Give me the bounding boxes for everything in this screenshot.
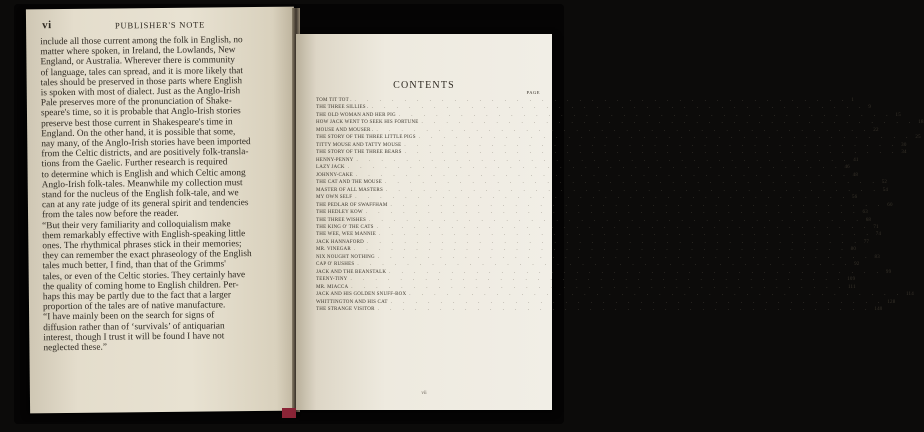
text-line: stand for the nucleus of the English folk-tale, and we bbox=[41, 188, 239, 201]
text-line: neglected these.” bbox=[43, 342, 107, 354]
toc-entry bbox=[316, 202, 893, 210]
toc-entry bbox=[316, 120, 924, 127]
toc-leader-dots: . . . . . . . . . . . . . . . . . . . . . . . . . . . . . . . . . . . . . . . . bbox=[357, 262, 852, 268]
right-page bbox=[296, 34, 924, 410]
toc-leader-dots: . . . . . . . . . . . . . . . . . . . . . . . . . . . . . . . . . . . . . . . . bbox=[385, 187, 880, 193]
toc-entry bbox=[316, 127, 879, 135]
toc-entry-page: 22 bbox=[873, 127, 879, 133]
toc-entry bbox=[316, 157, 859, 165]
text-line: speare's time, so it is probable that Anglo-Irish stories bbox=[40, 106, 241, 119]
toc-leader-dots: . . . . . . . . . . . . . . . . . . . . . . . . . . . . . . . . . . . . . . . . bbox=[356, 157, 851, 163]
toc-entry-page: 60 bbox=[887, 202, 893, 208]
toc-entry-title: THE OLD WOMAN AND HER PIG bbox=[316, 112, 396, 118]
toc-entry-title: JOHNNY-CAKE bbox=[316, 172, 353, 178]
toc-entry bbox=[316, 180, 888, 187]
toc-entry bbox=[316, 239, 870, 247]
toc-entry-page: 48 bbox=[852, 172, 859, 178]
toc-leader-dots: . . . . . . . . . . . . . . . . . . . . . . . . . . . . . . . . . . . . . . . . bbox=[404, 150, 899, 156]
toc-entry-page: 15 bbox=[895, 112, 901, 118]
toc-entry-title: THE THREE WISHES bbox=[316, 217, 366, 223]
toc-leader-dots: . . . . . . . . . . . . . . . . . . . . . . . . . . . . . . . . . . . . . . . . bbox=[389, 269, 883, 275]
text-line: nay many, of the Anglo-Irish stories have been imported bbox=[41, 137, 251, 150]
toc-leader-dots: . . . . . . . . . . . . . . . . . . . . . . . . . . . . . . . . . . . . . . . . bbox=[409, 292, 904, 298]
toc-entry-title: THE HEDLEY KOW bbox=[316, 210, 363, 216]
toc-entry bbox=[316, 195, 858, 202]
contents-title: CONTENTS bbox=[393, 80, 455, 91]
toc-leader-dots: . . . . . . . . . . . . . . . . . . . . . . . . . . . . . . . . . . . . . . . . bbox=[390, 202, 885, 208]
text-line: include all those current among the folk in English, no bbox=[40, 35, 243, 48]
text-line: tales, or even of the Celtic stories. They certainly have bbox=[42, 269, 246, 282]
toc-leader-dots: . . . . . . . . . . . . . . . . . . . . . . . . . . . . . . . . . . . . . . . . bbox=[421, 120, 916, 126]
toc-entry-title: THE STORY OF THE THREE LITTLE PIGS bbox=[316, 135, 416, 141]
toc-entry bbox=[316, 150, 907, 157]
toc-entry bbox=[316, 142, 907, 150]
spine-binding bbox=[282, 408, 296, 418]
toc-entry bbox=[316, 98, 855, 105]
toc-entry-title: MR. MIACCA bbox=[316, 284, 349, 290]
toc-entry-page: 77 bbox=[863, 239, 870, 245]
toc-entry-title: HENNY-PENNY bbox=[316, 157, 354, 163]
toc-entry bbox=[316, 210, 868, 217]
toc-entry-page: 9 bbox=[868, 105, 872, 111]
text-line: ones. The rhythmical phrases stick in their memories; bbox=[42, 239, 242, 252]
text-line: preserve best those current in Shakespeare's time in bbox=[41, 116, 233, 129]
toc-leader-dots: . . . . . . . . . . . . . . . . . . . . . . . . . . . . . . . . . . . . . . . . bbox=[347, 165, 842, 171]
toc-entry-page: 74 bbox=[875, 232, 882, 238]
toc-entry bbox=[316, 135, 921, 142]
toc-leader-dots: . . . . . . . . . . . . . . . . . . . . . . . . . . . . . . . . . . . . . . . . bbox=[376, 224, 871, 230]
toc-leader-dots: . . . . . . . . . . . . . . . . . . . . . . . . . . . . . . . . . . . . . . . . bbox=[353, 247, 848, 253]
toc-entry-page: 52 bbox=[881, 180, 888, 186]
text-line: Anglo-Irish folk-tales. Meanwhile my collection must bbox=[41, 177, 243, 191]
text-line: England, or Australia. Wherever there is community bbox=[40, 55, 235, 68]
toc-entry-page: 41 bbox=[853, 157, 859, 163]
toc-entry-title: MR. VINEGAR bbox=[316, 247, 351, 253]
toc-entry-title: TEENY-TINY bbox=[316, 277, 348, 283]
toc-entry-page: 80 bbox=[850, 247, 857, 253]
toc-entry-title: THE CAT AND THE MOUSE bbox=[316, 180, 382, 186]
publishers-note-text bbox=[40, 35, 287, 354]
toc-leader-dots: . . . . . . . . . . . . . . . . . . . . . . . . . . . . . . . . . . . . . . . . bbox=[404, 142, 899, 148]
text-line: the quality of coming home to English children. Per- bbox=[42, 280, 239, 293]
toc-entry bbox=[316, 247, 857, 254]
toc-entry bbox=[316, 217, 872, 225]
toc-entry-page: 109 bbox=[847, 277, 856, 283]
toc-entry-page: 46 bbox=[844, 165, 850, 171]
toc-leader-dots: . . . . . . . . . . . . . . . . . . . . . . . . . . . . . . . . . . . . . . . . bbox=[418, 135, 913, 141]
toc-entry bbox=[316, 112, 901, 120]
toc-entry-title: THE THREE SILLIES . bbox=[316, 105, 369, 111]
toc-entry-title: THE PEDLAR OF SWAFFHAM bbox=[316, 202, 388, 208]
toc-entry-page: 25 bbox=[915, 135, 921, 141]
text-line: England. On the other hand, it is possible that some, bbox=[41, 127, 236, 140]
toc-entry-title: THE WEE, WEE MANNIE bbox=[316, 232, 376, 238]
toc-entry-page: 83 bbox=[874, 254, 880, 260]
toc-entry-title: TOM TIT TOT . bbox=[316, 98, 352, 103]
toc-entry bbox=[316, 299, 896, 307]
toc-leader-dots: . . . . . . . . . . . . . . . . . . . . . . . . . . . . . . . . . . . . . . . . bbox=[355, 195, 849, 201]
text-line: them remarkably effective with English-speaking little bbox=[42, 228, 246, 242]
toc-leader-dots: . . . . . . . . . . . . . . . . . . . . . . . . . . . . . . . . . . . . . . . . bbox=[371, 105, 866, 111]
toc-entry-page: 18 bbox=[918, 120, 924, 126]
toc-entry bbox=[316, 269, 892, 277]
toc-entry bbox=[316, 277, 856, 284]
toc-entry bbox=[316, 262, 860, 269]
text-line: matter where spoken, in Ireland, the Lowlands, New bbox=[40, 45, 236, 58]
toc-leader-dots: . . . . . . . . . . . . . . . . . . . . . . . . . . . . . . . . . . . . . . . . bbox=[390, 299, 885, 305]
toc-entry bbox=[316, 292, 914, 299]
toc-entry-page: 114 bbox=[906, 292, 914, 298]
toc-leader-dots: . . . . . . . . . . . . . . . . . . . . . . . . . . . . . . . . . . . . . . . . bbox=[354, 98, 849, 103]
text-line: Pale preserves more of the pronunciation of Shake- bbox=[40, 96, 232, 109]
text-line: is spoken with most of dialect. Just as the Anglo-Irish bbox=[40, 86, 241, 99]
page-footer-number: vii bbox=[421, 391, 427, 396]
text-line: interest, though I trust it will be found I have not bbox=[43, 331, 225, 344]
toc-entry bbox=[316, 187, 889, 195]
toc-entry-page: 68 bbox=[865, 217, 872, 223]
toc-leader-dots: . . . . . . . . . . . . . . . . . . . . . . . . . . . . . . . . . . . . . . . . bbox=[365, 210, 860, 216]
toc-leader-dots: . . . . . . . . . . . . . . . . . . . . . . . . . . . . . . . . . . . . . . . . bbox=[350, 277, 845, 283]
left-folio: vi bbox=[41, 19, 52, 32]
page-column-label: PAGE bbox=[526, 90, 540, 95]
toc-entry-title: MY OWN SELF bbox=[316, 195, 353, 201]
toc-entry bbox=[316, 307, 883, 314]
text-line: haps this may be partly due to the fact that a larger bbox=[42, 290, 231, 303]
toc-entry-title: JACK AND HIS GOLDEN SNUFF-BOX bbox=[316, 292, 407, 298]
toc-entry-title: HOW JACK WENT TO SEEK HIS FORTUNE bbox=[316, 120, 419, 126]
toc-leader-dots: . . . . . . . . . . . . . . . . . . . . . . . . . . . . . . . . . . . . . . . . bbox=[376, 127, 871, 133]
toc-entry-page: 111 bbox=[848, 284, 856, 290]
toc-entry-page: 56 bbox=[851, 195, 858, 201]
text-line: to determine which is English and which Celtic among bbox=[41, 167, 246, 180]
text-line: tales should be preserved in those parts where English bbox=[40, 75, 243, 89]
toc-entry-title: LAZY JACK bbox=[316, 165, 345, 171]
toc-entry-page: 54 bbox=[882, 187, 889, 193]
toc-entry-title: WHITTINGTON AND HIS CAT bbox=[316, 299, 388, 305]
toc-entry-page: 92 bbox=[854, 262, 860, 268]
toc-entry-page: 34 bbox=[901, 150, 907, 156]
toc-leader-dots: . . . . . . . . . . . . . . . . . . . . . . . . . . . . . . . . . . . . . . . . bbox=[366, 239, 861, 245]
toc-entry-page: 140 bbox=[874, 307, 883, 313]
toc-entry bbox=[316, 224, 879, 232]
toc-entry-page: 30 bbox=[901, 142, 907, 148]
toc-leader-dots: . . . . . . . . . . . . . . . . . . . . . . . . . . . . . . . . . . . . . . . . bbox=[379, 232, 873, 238]
text-line: they can remember the exact phraseology of the English bbox=[42, 249, 252, 262]
toc-leader-dots: . . . . . . . . . . . . . . . . . . . . . . . . . . . . . . . . . . . . . . . . bbox=[377, 254, 872, 260]
running-head: PUBLISHER'S NOTE bbox=[114, 19, 206, 31]
toc-entry bbox=[316, 254, 880, 262]
toc-entry bbox=[316, 165, 850, 172]
toc-entry-title: THE KING O' THE CATS bbox=[316, 224, 374, 230]
text-line: “I have mainly been on the search for signs of bbox=[43, 310, 215, 323]
text-line: tions from the Gaelic. Further research is required bbox=[41, 157, 228, 170]
toc-entry-title: JACK HANNAFORD bbox=[316, 239, 364, 245]
toc-entry bbox=[316, 232, 882, 239]
text-line: diffusion rather than of ‘survivals’ of antiquarian bbox=[43, 321, 225, 333]
text-line: proportion of the tales are of native manufacture. bbox=[42, 300, 226, 313]
toc-entry bbox=[316, 105, 872, 112]
toc-entry bbox=[316, 172, 859, 180]
text-line: “But their very familiarity and colloquialism make bbox=[42, 218, 231, 231]
toc-leader-dots: . . . . . . . . . . . . . . . . . . . . . . . . . . . . . . . . . . . . . . . . bbox=[384, 180, 879, 186]
left-page bbox=[26, 7, 298, 414]
text-line: of language, tales can spread, and it is more likely that bbox=[40, 65, 244, 78]
toc-entry-title: NIX NOUGHT NOTHING bbox=[316, 254, 375, 260]
toc-entry-page: 63 bbox=[862, 210, 868, 216]
toc-leader-dots: . . . . . . . . . . . . . . . . . . . . . . . . . . . . . . . . . . . . . . . . bbox=[368, 217, 863, 223]
table-of-contents bbox=[316, 98, 924, 315]
text-line: tales much better, I find, than that of the Grimms' bbox=[42, 259, 226, 272]
text-line: from the tales now before the reader. bbox=[42, 209, 179, 221]
text-line: from the Celtic districts, and are positively folk-transla- bbox=[41, 147, 249, 160]
text-line: can at any rate judge of its general spirit and tendencies bbox=[41, 198, 249, 211]
toc-entry-page: 71 bbox=[873, 224, 879, 230]
toc-entry-title: MOUSE AND MOUSER . bbox=[316, 127, 374, 133]
toc-entry-title: CAP O' RUSHES bbox=[316, 262, 355, 268]
toc-entry bbox=[316, 284, 856, 292]
toc-entry-page: 128 bbox=[887, 299, 896, 305]
toc-leader-dots: . . . . . . . . . . . . . . . . . . . . . . . . . . . . . . . . . . . . . . . . bbox=[377, 307, 872, 313]
toc-entry-title: THE STORY OF THE THREE BEARS bbox=[316, 150, 402, 156]
toc-entry-title: JACK AND THE BEANSTALK bbox=[316, 269, 387, 275]
toc-entry-page: 99 bbox=[885, 269, 892, 275]
toc-entry-page: 1 bbox=[851, 98, 855, 103]
toc-leader-dots: . . . . . . . . . . . . . . . . . . . . . . . . . . . . . . . . . . . . . . . . bbox=[351, 284, 846, 290]
toc-entry-title: MASTER OF ALL MASTERS bbox=[316, 187, 383, 193]
toc-entry-title: TITTY MOUSE AND TATTY MOUSE bbox=[316, 142, 402, 148]
toc-leader-dots: . . . . . . . . . . . . . . . . . . . . . . . . . . . . . . . . . . . . . . . . bbox=[355, 172, 850, 178]
toc-leader-dots: . . . . . . . . . . . . . . . . . . . . . . . . . . . . . . . . . . . . . . . . bbox=[398, 112, 893, 118]
toc-entry-title: THE STRANGE VISITOR bbox=[316, 307, 375, 313]
